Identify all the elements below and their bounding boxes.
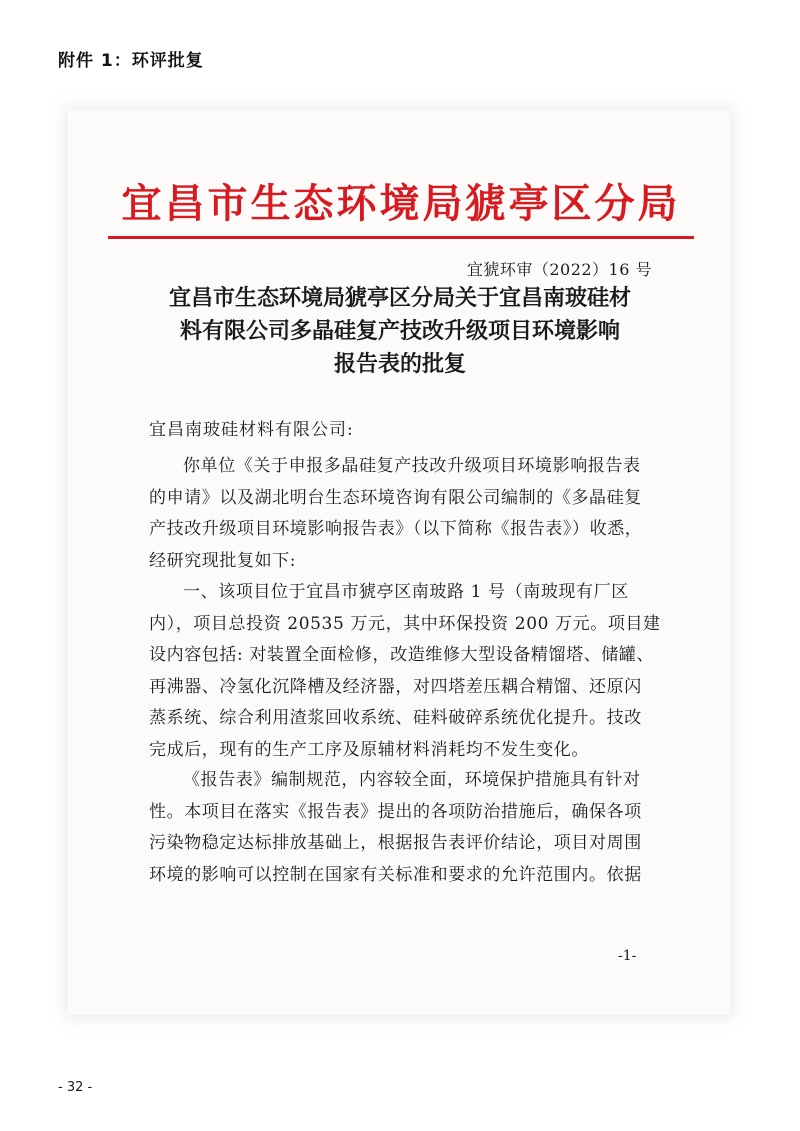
title-line: 宜昌市生态环境局猇亭区分局关于宜昌南玻硅材: [168, 285, 631, 311]
text-line: 《报告表》编制规范，内容较全面，环境保护措施具有针对: [183, 770, 641, 790]
letterhead-title: 宜昌市生态环境局猇亭区分局: [121, 180, 681, 227]
paragraph-intro: [149, 451, 655, 577]
text-line: 蒸系统、综合利用渣浆回收系统、硅料破碎系统优化提升。技改: [149, 708, 642, 728]
document-title: [150, 282, 650, 381]
text-line: 你单位《关于申报多晶硅复产技改升级项目环境影响报告表: [183, 456, 641, 476]
attachment-label: 附件 1：环评批复: [58, 51, 204, 71]
text-line: 产技改升级项目环境影响报告表》（以下简称《报告表》）收悉，: [149, 519, 643, 539]
text-line: 一、该项目位于宜昌市猇亭区南玻路 1 号（南玻现有厂区: [183, 582, 629, 602]
text-line: 污染物稳定达标排放基础上，根据报告表评价结论，项目对周围: [149, 833, 642, 853]
paragraph-project-info: [149, 577, 661, 766]
title-line: 报告表的批复: [333, 351, 466, 377]
text-line: 性。本项目在落实《报告表》提出的各项防治措施后，确保各项: [149, 801, 642, 822]
title-line: 料有限公司多晶硅复产技改升级项目环境影响: [179, 318, 620, 344]
paragraph-assessment: [149, 765, 655, 891]
salutation: 宜昌南玻硅材料有限公司:: [149, 420, 354, 440]
text-line: 的申请》以及湖北明台生态环境咨询有限公司编制的《多晶硅复: [149, 487, 642, 508]
text-line: 设内容包括: 对装置全面检修，改造维修大型设备精馏塔、储罐、: [149, 645, 655, 665]
text-line: 再沸器、冷氢化沉降槽及经济器，对四塔差压耦合精馏、还原闪: [149, 676, 642, 697]
text-line: 内），项目总投资 20535 万元，其中环保投资 200 万元。项目建: [149, 613, 661, 634]
inner-page-number: -1-: [618, 948, 637, 964]
text-line: 完成后，现有的生产工序及原辅材料消耗均不发生变化。: [149, 739, 589, 760]
letterhead-red-rule: [108, 236, 694, 239]
page-footer-number: - 32 -: [58, 1080, 93, 1095]
document-number: 宜猇环审（2022）16 号: [466, 260, 652, 279]
text-line: 经研究现批复如下:: [149, 550, 297, 571]
text-line: 环境的影响可以控制在国家有关标准和要求的允许范围内。依据: [149, 864, 642, 885]
